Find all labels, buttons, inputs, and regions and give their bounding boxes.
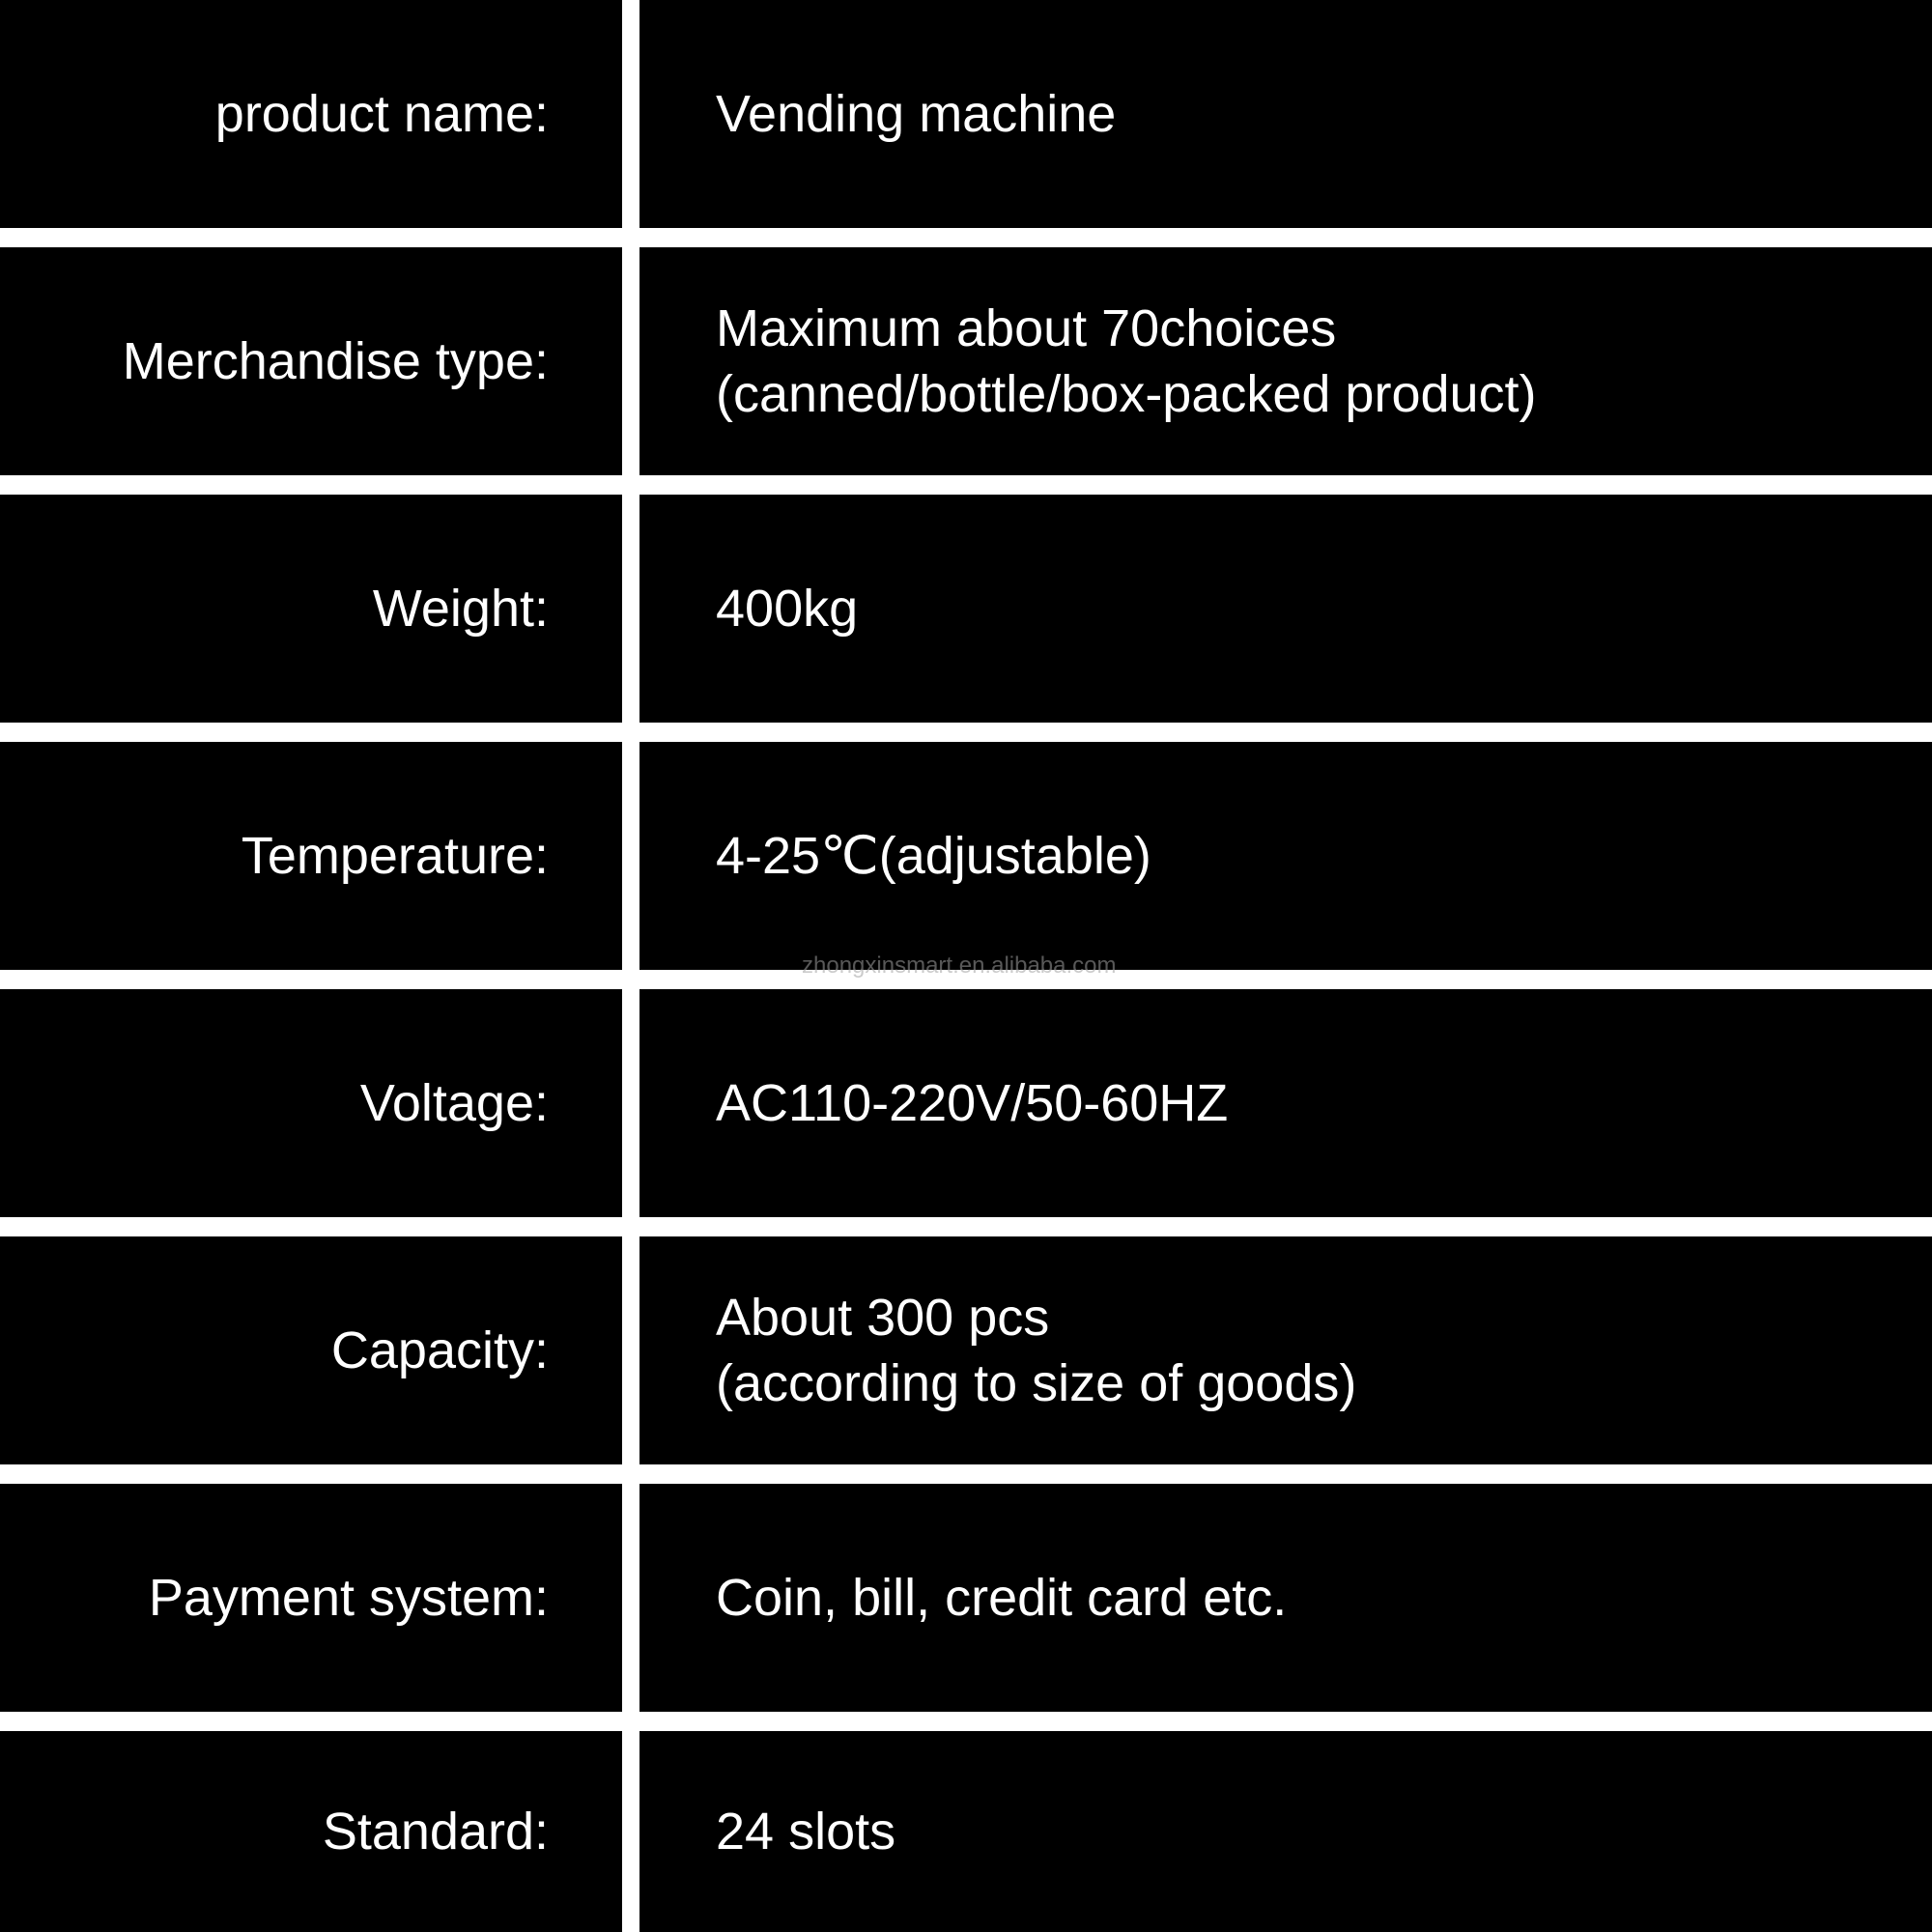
value-cell <box>639 0 1932 228</box>
label-cell <box>0 495 622 723</box>
row-label: Capacity: <box>330 1321 549 1379</box>
spec-row-voltage <box>0 989 1932 1217</box>
value-line: (according to size of goods) <box>716 1354 1357 1412</box>
spec-row-payment-system <box>0 1484 1932 1712</box>
value-line: 24 slots <box>716 1803 896 1861</box>
row-label: Merchandise type: <box>122 331 549 390</box>
label-cell <box>0 989 622 1217</box>
value-cell <box>639 742 1932 970</box>
value-cell <box>639 989 1932 1217</box>
value-cell <box>639 495 1932 723</box>
value-line: 400kg <box>716 580 859 638</box>
row-value <box>639 1565 1287 1631</box>
spec-row-standard <box>0 1731 1932 1932</box>
label-cell <box>0 0 622 228</box>
label-cell <box>0 1484 622 1712</box>
row-value <box>639 1285 1356 1416</box>
value-line: (canned/bottle/box-packed product) <box>716 365 1537 423</box>
spec-row-product-name <box>0 0 1932 228</box>
value-cell <box>639 1484 1932 1712</box>
label-cell <box>0 1731 622 1932</box>
value-cell <box>639 1236 1932 1464</box>
spec-row-temperature <box>0 742 1932 970</box>
row-label: Temperature: <box>241 826 549 885</box>
value-cell <box>639 247 1932 475</box>
value-line: 4-25℃(adjustable) <box>716 827 1151 885</box>
label-cell <box>0 742 622 970</box>
spec-row-merchandise-type <box>0 247 1932 475</box>
value-line: AC110-220V/50-60HZ <box>716 1074 1229 1132</box>
label-cell <box>0 1236 622 1464</box>
value-line: Vending machine <box>716 85 1117 143</box>
row-value <box>639 1070 1228 1136</box>
watermark-text: zhongxinsmart.en.alibaba.com <box>802 952 1117 979</box>
row-value <box>639 1799 895 1864</box>
row-label: Payment system: <box>148 1568 549 1627</box>
row-label: Weight: <box>372 579 549 638</box>
row-label: Voltage: <box>359 1073 549 1132</box>
row-value <box>639 296 1537 427</box>
spec-row-weight <box>0 495 1932 723</box>
row-value <box>639 823 1151 889</box>
value-line: About 300 pcs <box>716 1289 1050 1347</box>
spec-row-capacity <box>0 1236 1932 1464</box>
value-line: Maximum about 70choices <box>716 299 1337 357</box>
value-line: Coin, bill, credit card etc. <box>716 1569 1288 1627</box>
label-cell <box>0 247 622 475</box>
row-value <box>639 81 1116 147</box>
row-label: product name: <box>214 84 549 143</box>
row-label: Standard: <box>322 1802 549 1861</box>
row-value <box>639 576 858 641</box>
value-cell <box>639 1731 1932 1932</box>
